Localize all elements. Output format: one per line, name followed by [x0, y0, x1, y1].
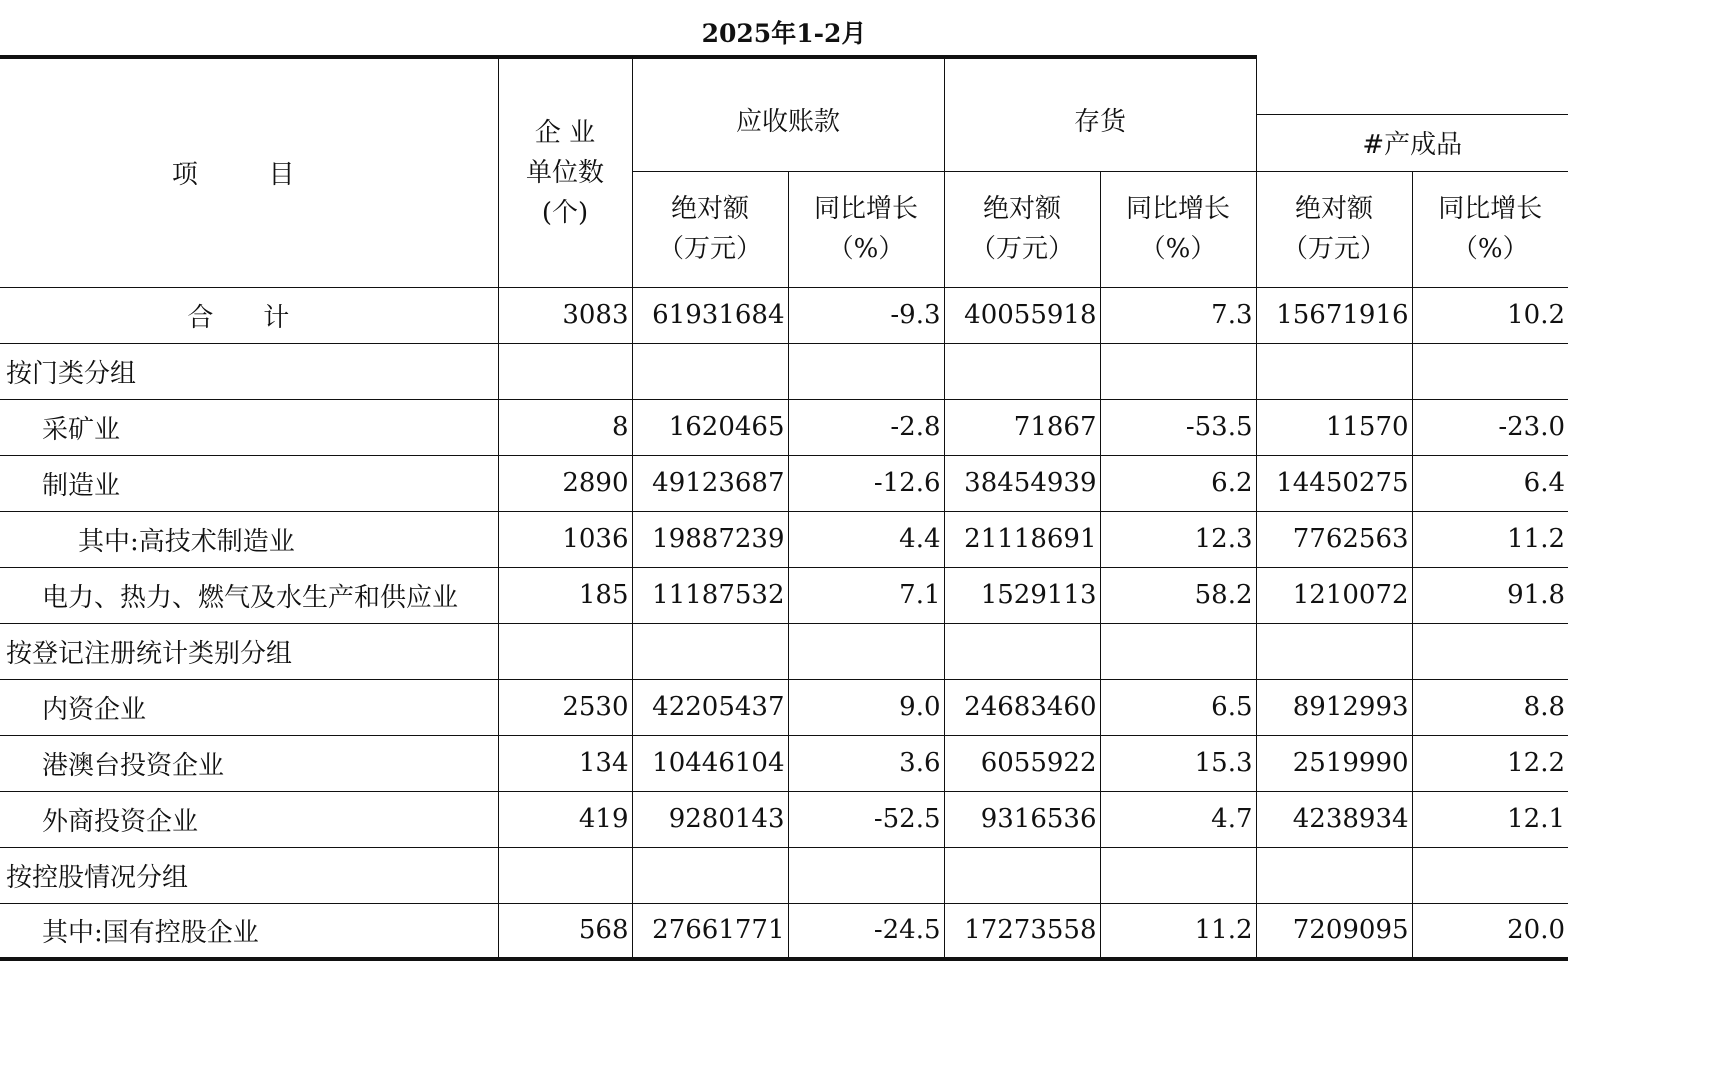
- cell-inventory-yoy: 15.3: [1100, 735, 1256, 791]
- header-finished-yoy: [1412, 171, 1568, 287]
- cell-receivables-yoy: -52.5: [788, 791, 944, 847]
- cell-receivables-yoy: -24.5: [788, 903, 944, 959]
- table-row: [0, 567, 1568, 623]
- yoy-label: 同比增长: [814, 194, 919, 224]
- header-enterprise-line1: 企 业: [534, 117, 596, 148]
- table-row: [0, 399, 1568, 455]
- cell-receivables-abs: 9280143: [632, 791, 788, 847]
- section-header-row: [0, 343, 1568, 399]
- header-finished-goods: #产成品: [1256, 114, 1568, 171]
- header-enterprise-line2: 单位数: [525, 157, 604, 188]
- cell-finished-yoy: 12.2: [1412, 735, 1568, 791]
- section-title: 按门类分组: [0, 343, 498, 399]
- abs-unit: （万元）: [970, 234, 1075, 264]
- header-row-groups: [0, 57, 1568, 114]
- yoy-label: 同比增长: [1126, 194, 1231, 224]
- total-enterprise-count: 3083: [498, 287, 632, 343]
- cell-receivables-abs: 42205437: [632, 679, 788, 735]
- table-row: [0, 679, 1568, 735]
- cell-enterprise-count: 1036: [498, 511, 632, 567]
- header-enterprise-line3: (个): [541, 197, 589, 228]
- cell-finished-yoy: -23.0: [1412, 399, 1568, 455]
- header-enterprise-count: [498, 57, 632, 287]
- header-blank: [1256, 57, 1568, 114]
- cell-finished-abs: 7209095: [1256, 903, 1412, 959]
- total-finished-yoy: 10.2: [1412, 287, 1568, 343]
- cell-receivables-abs: 27661771: [632, 903, 788, 959]
- row-label: 外商投资企业: [0, 791, 498, 847]
- cell-receivables-yoy: 3.6: [788, 735, 944, 791]
- cell-finished-abs: 7762563: [1256, 511, 1412, 567]
- row-label: 内资企业: [0, 679, 498, 735]
- header-receivables: 应收账款: [632, 57, 944, 171]
- cell-enterprise-count: 8: [498, 399, 632, 455]
- cell-finished-abs: 2519990: [1256, 735, 1412, 791]
- cell-receivables-abs: 11187532: [632, 567, 788, 623]
- cell-inventory-yoy: 11.2: [1100, 903, 1256, 959]
- total-inventory-abs: 40055918: [944, 287, 1100, 343]
- header-item-label: 项 目: [171, 160, 326, 191]
- section-title: 按登记注册统计类别分组: [0, 623, 498, 679]
- cell-receivables-yoy: 7.1: [788, 567, 944, 623]
- cell-receivables-yoy: 9.0: [788, 679, 944, 735]
- cell-inventory-yoy: -53.5: [1100, 399, 1256, 455]
- total-receivables-yoy: -9.3: [788, 287, 944, 343]
- statistics-table: [0, 55, 1568, 961]
- header-inventory: 存货: [944, 57, 1256, 171]
- cell-enterprise-count: 419: [498, 791, 632, 847]
- yoy-label: 同比增长: [1438, 194, 1543, 224]
- row-label: 制造业: [0, 455, 498, 511]
- cell-inventory-yoy: 6.2: [1100, 455, 1256, 511]
- cell-inventory-yoy: 4.7: [1100, 791, 1256, 847]
- cell-finished-yoy: 20.0: [1412, 903, 1568, 959]
- cell-inventory-abs: 1529113: [944, 567, 1100, 623]
- cell-finished-abs: 14450275: [1256, 455, 1412, 511]
- total-inventory-yoy: 7.3: [1100, 287, 1256, 343]
- cell-inventory-abs: 21118691: [944, 511, 1100, 567]
- cell-finished-yoy: 91.8: [1412, 567, 1568, 623]
- header-inventory-yoy: [1100, 171, 1256, 287]
- header-receivables-abs: [632, 171, 788, 287]
- cell-receivables-abs: 10446104: [632, 735, 788, 791]
- row-label: 其中:高技术制造业: [0, 511, 498, 567]
- header-finished-abs: [1256, 171, 1412, 287]
- cell-finished-yoy: 12.1: [1412, 791, 1568, 847]
- abs-label: 绝对额: [983, 194, 1062, 224]
- total-finished-abs: 15671916: [1256, 287, 1412, 343]
- section-header-row: [0, 623, 1568, 679]
- cell-finished-yoy: 8.8: [1412, 679, 1568, 735]
- row-label: 港澳台投资企业: [0, 735, 498, 791]
- table-row: [0, 791, 1568, 847]
- row-label: 电力、热力、燃气及水生产和供应业: [0, 567, 498, 623]
- cell-enterprise-count: 134: [498, 735, 632, 791]
- cell-receivables-abs: 1620465: [632, 399, 788, 455]
- cell-inventory-abs: 6055922: [944, 735, 1100, 791]
- cell-finished-abs: 4238934: [1256, 791, 1412, 847]
- cell-finished-abs: 1210072: [1256, 567, 1412, 623]
- header-item: [0, 57, 498, 287]
- total-label: 合 计: [0, 287, 498, 343]
- header-inventory-abs: [944, 171, 1100, 287]
- table-row: [0, 735, 1568, 791]
- cell-finished-abs: 11570: [1256, 399, 1412, 455]
- cell-enterprise-count: 185: [498, 567, 632, 623]
- section-title: 按控股情况分组: [0, 847, 498, 903]
- table-row: [0, 455, 1568, 511]
- cell-finished-yoy: 6.4: [1412, 455, 1568, 511]
- section-header-row: [0, 847, 1568, 903]
- cell-receivables-yoy: -12.6: [788, 455, 944, 511]
- cell-inventory-abs: 24683460: [944, 679, 1100, 735]
- table-row: [0, 903, 1568, 959]
- cell-receivables-yoy: -2.8: [788, 399, 944, 455]
- row-label: 其中:国有控股企业: [0, 903, 498, 959]
- yoy-unit: （%）: [1139, 234, 1217, 264]
- cell-inventory-yoy: 6.5: [1100, 679, 1256, 735]
- cell-finished-yoy: 11.2: [1412, 511, 1568, 567]
- row-label: 采矿业: [0, 399, 498, 455]
- cell-inventory-abs: 71867: [944, 399, 1100, 455]
- cell-inventory-abs: 9316536: [944, 791, 1100, 847]
- cell-inventory-abs: 17273558: [944, 903, 1100, 959]
- cell-receivables-abs: 19887239: [632, 511, 788, 567]
- cell-inventory-yoy: 12.3: [1100, 511, 1256, 567]
- abs-label: 绝对额: [670, 194, 749, 224]
- header-receivables-yoy: [788, 171, 944, 287]
- abs-unit: （万元）: [657, 234, 762, 264]
- total-receivables-abs: 61931684: [632, 287, 788, 343]
- cell-enterprise-count: 2890: [498, 455, 632, 511]
- table-caption: 2025年1-2月: [701, 19, 867, 48]
- cell-receivables-yoy: 4.4: [788, 511, 944, 567]
- total-row: [0, 287, 1568, 343]
- table-row: [0, 511, 1568, 567]
- cell-inventory-yoy: 58.2: [1100, 567, 1256, 623]
- cell-finished-abs: 8912993: [1256, 679, 1412, 735]
- yoy-unit: （%）: [1451, 234, 1529, 264]
- cell-enterprise-count: 2530: [498, 679, 632, 735]
- abs-unit: （万元）: [1282, 234, 1387, 264]
- cell-receivables-abs: 49123687: [632, 455, 788, 511]
- cell-inventory-abs: 38454939: [944, 455, 1100, 511]
- abs-label: 绝对额: [1295, 194, 1374, 224]
- cell-enterprise-count: 568: [498, 903, 632, 959]
- yoy-unit: （%）: [827, 234, 905, 264]
